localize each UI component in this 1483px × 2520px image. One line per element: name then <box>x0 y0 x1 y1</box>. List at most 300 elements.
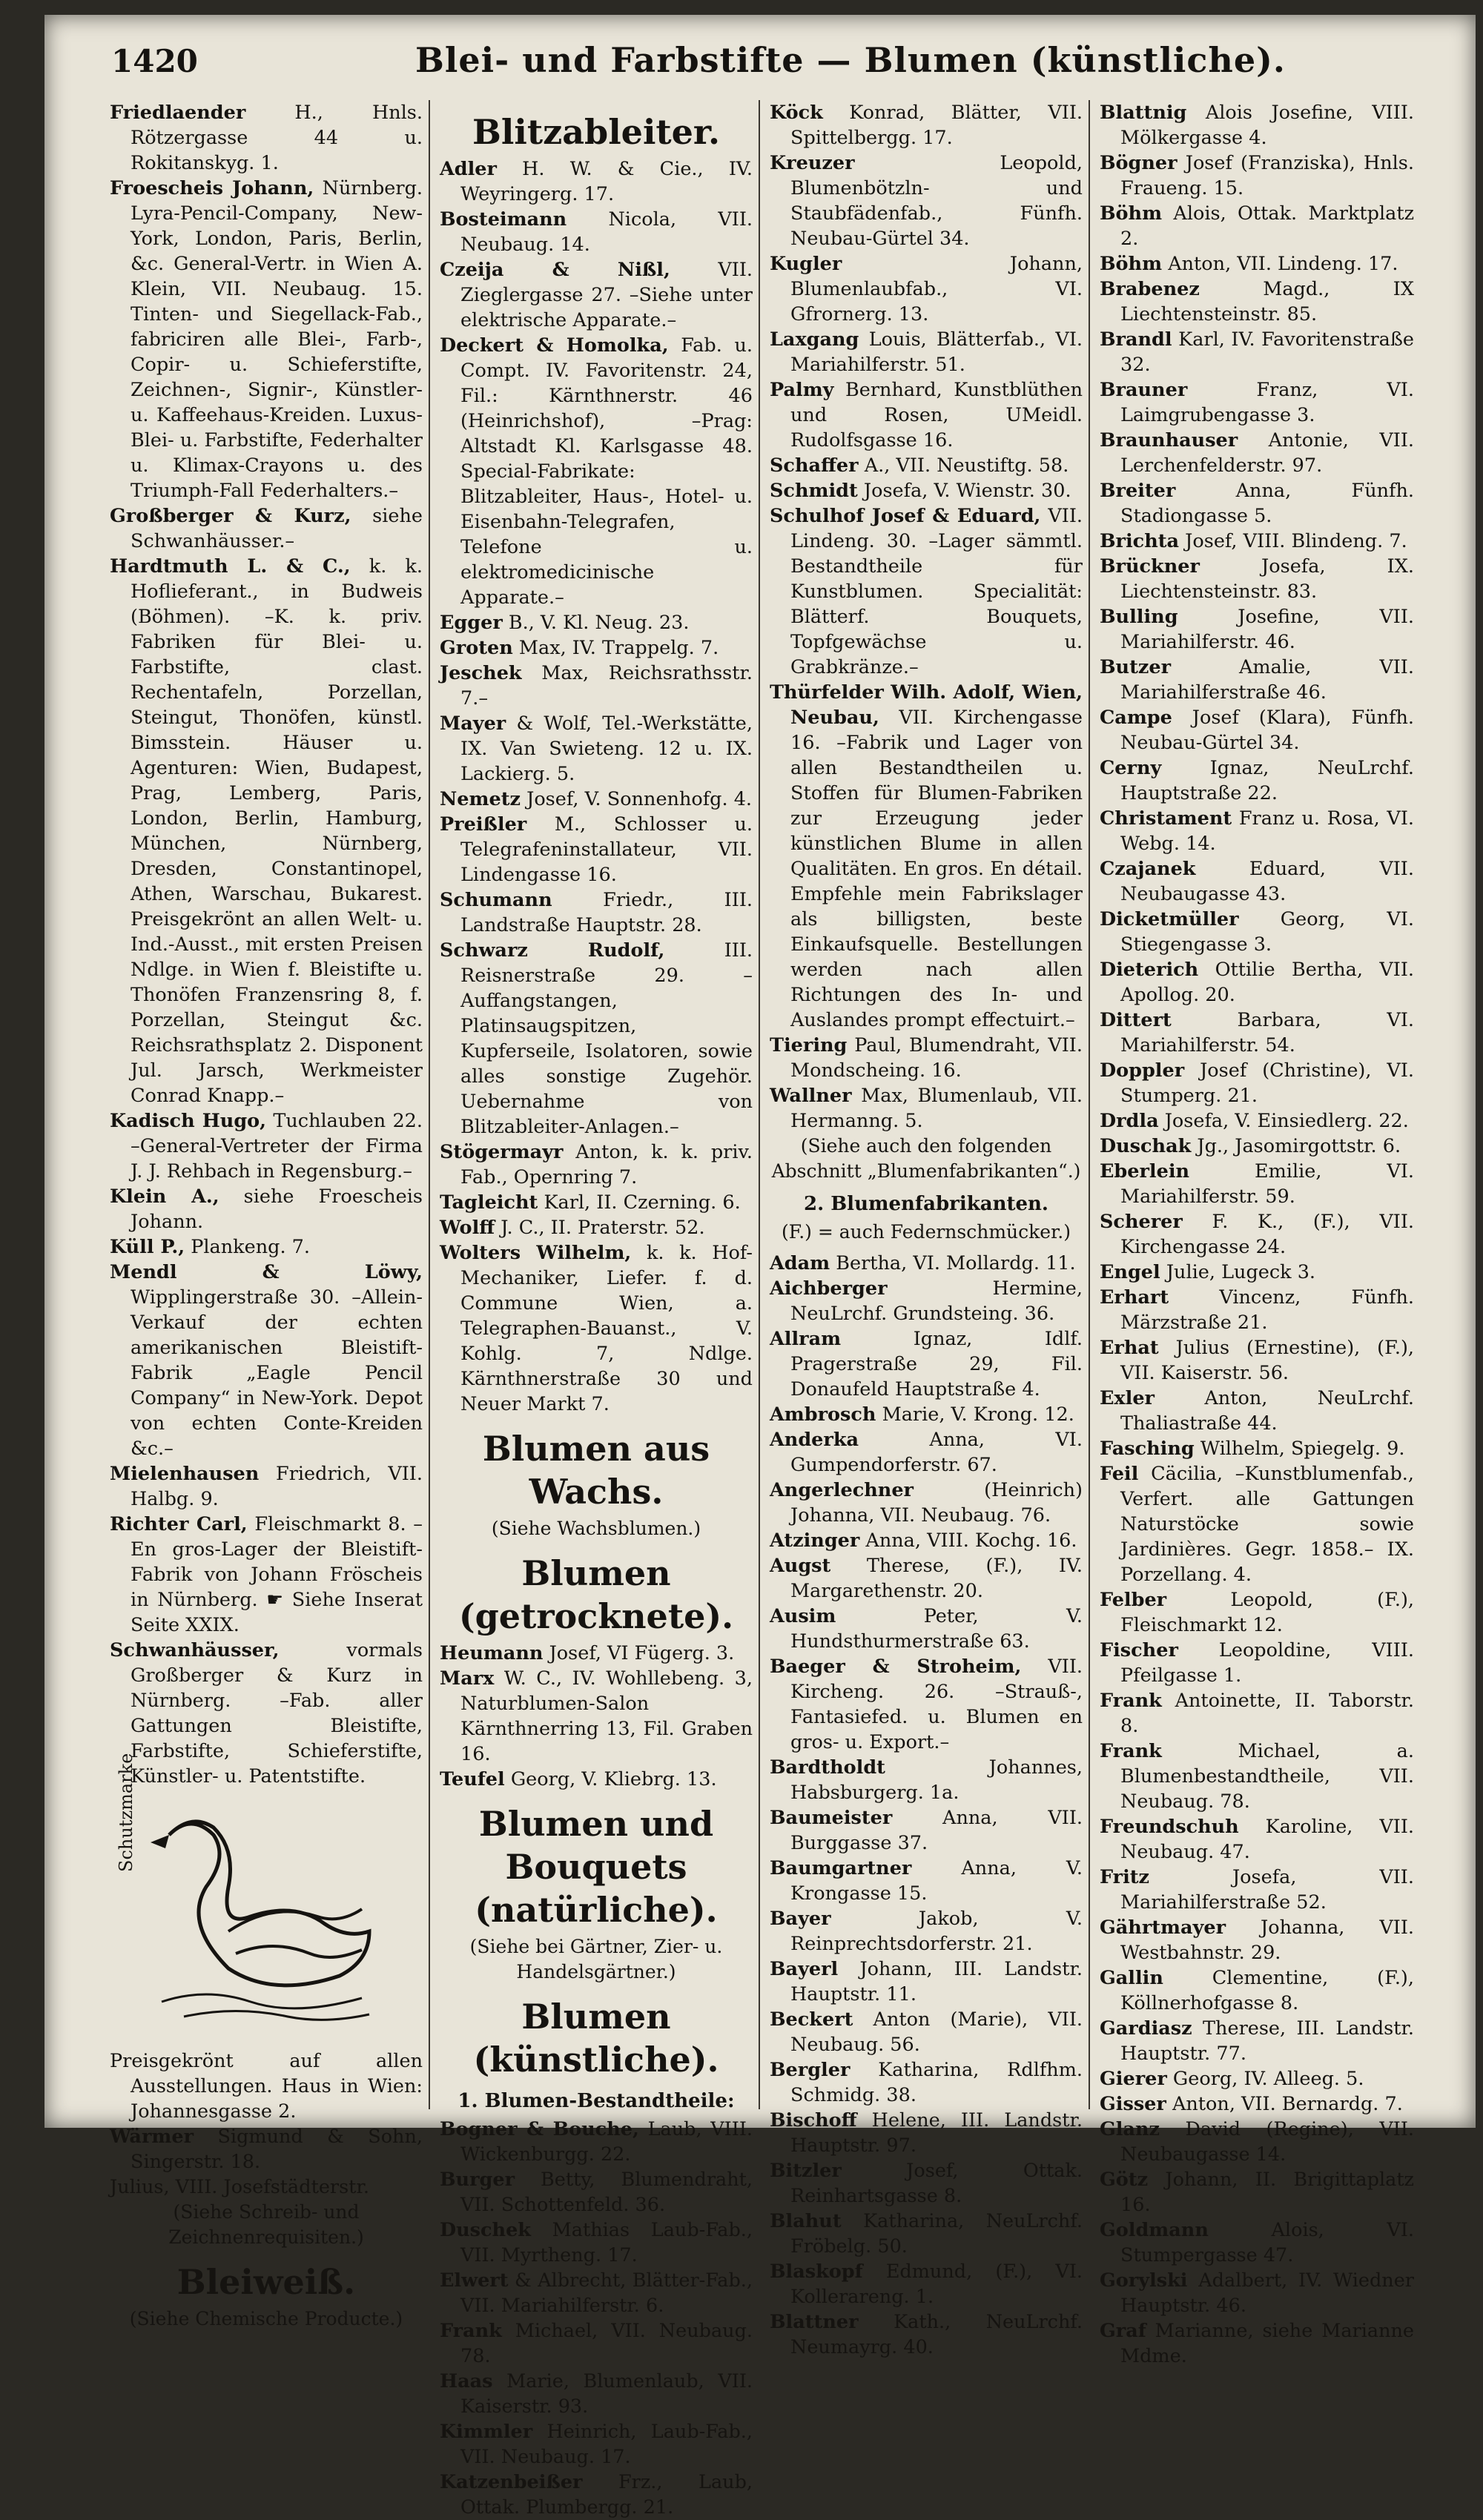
directory-entry <box>770 2158 1083 2209</box>
entry-text: Kath., NeuLrchf. Neumayrg. 40. <box>790 2311 1083 2358</box>
entry-text: Plankeng. 7. <box>191 1236 310 1258</box>
directory-entry <box>110 1260 423 1461</box>
directory-entry <box>1100 1134 1414 1159</box>
entry-name: Nemetz <box>440 788 521 810</box>
cross-reference-note: (Siehe Wachsblumen.) <box>491 1518 701 1539</box>
entry-name: Feil <box>1100 1463 1139 1485</box>
directory-entry <box>1100 1865 1414 1915</box>
entry-text: Fab. u. Compt. IV. Favoritenstr. 24, Fil.: Kärnthnerstr. 46 (Heinrichshof), –Prag: Altstadt Kl. Karlsgasse 48. Special-Fabrikate: Blitzableiter, Haus-, Hotel- u. Eisenbahn-Telegrafen, Telefone u. elektromedicinische Apparate.– <box>460 334 753 609</box>
entry-text: Frz., Laub, Ottak. Plumbergg. 21. <box>460 2471 753 2519</box>
entry-name: Preißler <box>440 813 527 836</box>
entry-name: Köck <box>770 102 823 124</box>
entry-name: Drdla <box>1100 1110 1159 1132</box>
entry-text: & Wolf, Tel.-Werkstätte, IX. Van Swieteng. 12 u. IX. Lackierg. 5. <box>460 712 753 785</box>
entry-text: siehe Froescheis Johann. <box>131 1185 423 1233</box>
entry-text: Johannes, Habsburgerg. 1a. <box>790 1756 1083 1804</box>
entry-name: Bergler <box>770 2059 851 2081</box>
entry-text: Sigmund & Sohn, Singerstr. 18. <box>131 2126 423 2173</box>
entry-text: Ignaz, Idlf. Pragerstraße 29, Fil. Donaufeld Hauptstraße 4. <box>790 1328 1083 1400</box>
entry-name: Thürfelder Wilh. Adolf, Wien, Neubau, <box>770 681 1083 729</box>
directory-entry <box>1100 2091 1414 2117</box>
directory-entry <box>440 787 753 812</box>
entry-name: Küll P., <box>110 1236 185 1258</box>
directory-entry <box>770 1402 1083 1427</box>
directory-entry <box>1100 277 1414 327</box>
entry-name: Glanz <box>1100 2118 1160 2140</box>
directory-entry <box>110 1108 423 1184</box>
entry-name: Bosteimann <box>440 208 567 231</box>
directory-entry <box>1100 251 1414 277</box>
directory-entry <box>110 100 423 176</box>
entry-name: Tagleicht <box>440 1191 538 1214</box>
entry-text: Johanna, VII. Westbahnstr. 29. <box>1120 1917 1414 1964</box>
directory-entry <box>440 156 753 207</box>
directory-entry <box>1100 327 1414 377</box>
entry-name: Brauner <box>1100 379 1188 401</box>
directory-entry <box>440 2117 753 2167</box>
entry-text: Amalie, VII. Mariahilferstraße 46. <box>1120 656 1414 704</box>
directory-entry <box>1100 856 1414 907</box>
entry-name: Goldmann <box>1100 2219 1209 2241</box>
entry-name: Exler <box>1100 1387 1155 1409</box>
cross-reference-note: (Siehe bei Gärtner, Zier- u. Handelsgärtner.) <box>469 1936 723 1982</box>
directory-entry <box>1100 1108 1414 1134</box>
entry-text: A., VII. Neustiftg. 58. <box>864 454 1069 477</box>
entry-text: Nicola, VII. Neubaug. 14. <box>460 208 753 256</box>
directory-entry <box>440 2167 753 2218</box>
directory-entry <box>1100 1587 1414 1638</box>
directory-entry <box>1100 1008 1414 1058</box>
entry-text: Johann, II. Brigittaplatz 16. <box>1120 2169 1414 2216</box>
entry-text: Katharina, Rdlfhm. Schmidg. 38. <box>790 2059 1083 2106</box>
entry-text: Laub, VIII. Wickenburgg. 22. <box>460 2118 753 2166</box>
entry-name: Kugler <box>770 253 842 275</box>
entry-text: Ottilie Bertha, VII. Apollog. 20. <box>1120 959 1414 1006</box>
directory-entry <box>1100 2218 1414 2268</box>
entry-name: Erhart <box>1100 1286 1169 1309</box>
entry-text: Josef, VI Fügerg. 3. <box>549 1642 735 1664</box>
entry-name: Ambrosch <box>770 1403 876 1426</box>
entry-name: Schwanhäusser, <box>110 1639 280 1661</box>
directory-entry <box>440 812 753 887</box>
entry-name: Kimmler <box>440 2421 533 2443</box>
directory-entry <box>110 1461 423 1512</box>
entry-text: Anton (Marie), VII. Neubaug. 56. <box>790 2008 1083 2056</box>
directory-entry <box>1100 2016 1414 2066</box>
entry-text: B., V. Kl. Neug. 23. <box>508 612 690 634</box>
entry-name: Teufel <box>440 1768 505 1790</box>
directory-entry <box>770 1957 1083 2007</box>
directory-entry <box>440 207 753 257</box>
entry-text: David (Regine), VII. Neubaugasse 14. <box>1120 2118 1414 2166</box>
directory-entry <box>770 680 1083 1033</box>
entry-text: M., Schlosser u. Telegrafeninstallateur, VII. Lindengasse 16. <box>460 813 753 886</box>
entry-name: Fritz <box>1100 1866 1150 1888</box>
entry-text: Anna, VIII. Kochg. 16. <box>865 1529 1077 1552</box>
directory-entry <box>770 2007 1083 2057</box>
section-heading: Blumen aus Wachs. <box>482 1429 710 1512</box>
directory-entry <box>1100 1386 1414 1436</box>
entry-text: III. Reisnerstraße 29. –Auffangstangen, Platinsaugspitzen, Kupferseile, Isolatoren, sowie alles sonstige Zugehör. Uebernahme von Blitzableiter-Anlagen.– <box>460 939 753 1138</box>
cross-reference-note: (Siehe Chemische Producte.) <box>129 2308 403 2329</box>
directory-entry <box>1100 957 1414 1008</box>
entry-text: Wilhelm, Spiegelg. 9. <box>1200 1438 1405 1460</box>
entry-name: Hardtmuth L. & C., <box>110 555 351 578</box>
entry-text: Helene, III. Landstr. Hauptstr. 97. <box>790 2109 1083 2157</box>
entry-name: Friedlaender <box>110 102 246 124</box>
directory-entry <box>770 1528 1083 1553</box>
entry-text: Josefa, V. Wienstr. 30. <box>863 480 1071 502</box>
entry-text: Marianne, siehe Marianne Mdme. <box>1120 2320 1415 2367</box>
entry-name: Elwert <box>440 2269 509 2292</box>
directory-entry <box>770 151 1083 251</box>
entry-name: Adam <box>770 1252 830 1274</box>
entry-name: Schulhof Josef & Eduard, <box>770 505 1041 527</box>
entry-name: Felber <box>1100 1589 1167 1611</box>
directory-entry <box>1100 2268 1414 2318</box>
directory-entry <box>770 503 1083 680</box>
entry-name: Böhm <box>1100 202 1163 225</box>
entry-text: Georg, IV. Alleeg. 5. <box>1172 2068 1364 2090</box>
entry-name: Gardiasz <box>1100 2017 1192 2040</box>
entry-text: Leopold, (F.), Fleischmarkt 12. <box>1120 1589 1415 1636</box>
entry-name: Katzenbeißer <box>440 2471 583 2493</box>
directory-entry <box>110 1184 423 1234</box>
directory-entry <box>1100 1058 1414 1108</box>
column-4 <box>1094 100 1420 2367</box>
entry-text: Edmund, (F.), VI. Kollerareng. 1. <box>790 2261 1083 2308</box>
entry-name: Fischer <box>1100 1639 1178 1661</box>
entry-text: Georg, VI. Stiegengasse 3. <box>1120 908 1414 956</box>
directory-entry <box>440 1767 753 1792</box>
entry-name: Gisser <box>1100 2093 1166 2115</box>
directory-entry <box>110 176 423 503</box>
directory-entry <box>440 1190 753 1215</box>
entry-name: Brückner <box>1100 555 1200 578</box>
entry-name: Frank <box>1100 1740 1162 1762</box>
entry-name: Aichberger <box>770 1277 888 1300</box>
entry-text: Vincenz, Fünfh. Märzstraße 21. <box>1120 1286 1415 1334</box>
directory-entry <box>770 2108 1083 2158</box>
entry-name: Heumann <box>440 1642 544 1664</box>
directory-entry <box>1100 2167 1414 2218</box>
entry-name: Gallin <box>1100 1967 1163 1989</box>
entry-text: Alois, VI. Stumpergasse 47. <box>1120 2219 1414 2266</box>
entry-text: Antonie, VII. Lerchenfelderstr. 97. <box>1120 429 1414 477</box>
directory-entry <box>1100 151 1414 201</box>
entry-name: Schmidt <box>770 480 858 502</box>
directory-entry <box>440 2268 753 2318</box>
entry-text: Anton, VII. Lindeng. 17. <box>1168 253 1398 275</box>
entry-text: Karl, IV. Favoritenstraße 32. <box>1120 328 1415 376</box>
entry-name: Laxgang <box>770 328 859 351</box>
entry-text: VII. Lindeng. 30. –Lager sämmtl. Bestandtheile für Kunstblumen. Specialität: Blätterf. Bouquets, Topfgewächse u. Grabkränze.– <box>790 505 1083 678</box>
entry-text: Mathias Laub-Fab., VII. Myrtheng. 17. <box>460 2219 753 2266</box>
entry-text: Josefa, V. Einsiedlerg. 22. <box>1164 1110 1409 1132</box>
directory-entry <box>440 711 753 787</box>
entry-name: Deckert & Homolka, <box>440 334 669 357</box>
entry-text: Wipplingerstraße 30. –Allein-Verkauf der echten amerikanischen Bleistift-Fabrik „Eagle Pencil Company“ in New-York. Depot von echten Conte-Kreiden &c.– <box>131 1286 423 1460</box>
directory-entry <box>770 1805 1083 1856</box>
entry-text: Anton, NeuLrchf. Thaliastraße 44. <box>1120 1387 1414 1435</box>
entry-text: Hermine, NeuLrchf. Grundsteing. 36. <box>790 1277 1083 1325</box>
entry-text: Marie, Blumenlaub, VII. Kaiserstr. 93. <box>460 2370 753 2418</box>
entry-name: Marx <box>440 1667 495 1690</box>
entry-name: Brichta <box>1100 530 1180 552</box>
entry-text: Josef (Christine), VI. Stumperg. 21. <box>1120 1059 1415 1107</box>
entry-text: Bernhard, Kunstblüthen und Rosen, UMeidl. Rudolfsgasse 16. <box>790 379 1083 452</box>
directory-entry <box>1100 1209 1414 1260</box>
entry-name: Baeger & Stroheim, <box>770 1656 1022 1678</box>
entry-text: Barbara, VI. Mariahilferstr. 54. <box>1120 1009 1415 1056</box>
directory-entry <box>110 2124 423 2175</box>
entry-text: vormals Großberger & Kurz in Nürnberg. –Fab. aller Gattungen Bleistifte, Farbstifte, Schieferstifte, Künstler- u. Patentstifte. <box>131 1639 423 1788</box>
entry-text: & Albrecht, Blätter-Fab., VII. Mariahilferstr. 6. <box>460 2269 753 2317</box>
directory-entry <box>440 2419 753 2470</box>
entry-text: Preisgekrönt auf allen Ausstellungen. Haus in Wien: Johannesgasse 2. <box>110 2050 423 2123</box>
subsection-heading: 2. Blumenfabrikanten. <box>804 1193 1048 1215</box>
entry-name: Frank <box>440 2320 502 2342</box>
entry-text: Karl, II. Czerning. 6. <box>544 1191 741 1214</box>
entry-name: Brabenez <box>1100 278 1200 300</box>
entry-text: Katharina, NeuLrchf. Fröbelg. 50. <box>790 2210 1083 2258</box>
directory-entry <box>770 478 1083 503</box>
entry-text: Michael, VII. Neubaug. 78. <box>460 2320 753 2367</box>
directory-entry <box>440 938 753 1140</box>
directory-entry <box>440 887 753 938</box>
entry-name: Erhat <box>1100 1337 1159 1359</box>
swan-icon <box>139 1805 392 2028</box>
entry-text: Karoline, VII. Neubaug. 47. <box>1120 1816 1414 1863</box>
directory-entry <box>110 1512 423 1638</box>
entry-name: Fasching <box>1100 1438 1195 1460</box>
entry-name: Böhm <box>1100 253 1163 275</box>
columns <box>104 100 1424 2519</box>
directory-entry <box>440 2369 753 2419</box>
directory-entry <box>440 2318 753 2369</box>
directory-entry <box>1100 1159 1414 1209</box>
directory-entry <box>770 2309 1083 2360</box>
entry-name: Wallner <box>770 1085 852 1107</box>
entry-text: Leopold, Blumenbötzln- und Staubfädenfab., Fünfh. Neubau-Gürtel 34. <box>790 152 1083 250</box>
entry-text: Therese, (F.), IV. Margarethenstr. 20. <box>790 1555 1083 1602</box>
directory-entry <box>440 333 753 610</box>
directory-entry <box>770 1553 1083 1604</box>
column-1 <box>104 100 430 2329</box>
entry-text: Ignaz, NeuLrchf. Hauptstraße 22. <box>1120 757 1414 804</box>
entry-text: Anna, V. Krongasse 15. <box>790 1857 1083 1905</box>
directory-entry <box>440 1240 753 1417</box>
directory-entry <box>1100 529 1414 554</box>
directory-entry <box>1100 1436 1414 1461</box>
directory-entry <box>440 2218 753 2268</box>
entry-text: k. k. Hoflieferant., in Budweis (Böhmen). –K. k. priv. Fabriken für Blei- u. Farbstifte, clast. Rechentafeln, Porzellan, Steingut, Thonöfen, künstl. Bimsstein. Häuser u. Agenturen: Wien, Budapest, Prag, Lemberg, Paris, London, Berlin, Hamburg, München, Nürnberg, Dresden, Constantinopel, Athen, Warschau, Bukarest. Preisgekrönt an allen Welt- u. Ind.-Ausst., mit ersten Preisen Ndlge. in Wien f. Bleistifte u. Thonöfen Franzensring 8, f. Porzellan, Steingut &c. Reichsrathsplatz 2. Disponent Jul. Jarsch, Werkmeister Conrad Knapp.– <box>131 555 423 1107</box>
entry-name: Bayerl <box>770 1958 839 1980</box>
entry-text: Max, Reichsrathsstr. 7.– <box>460 662 753 710</box>
section-heading: Blumen (getrocknete). <box>458 1553 734 1636</box>
directory-entry <box>1100 2318 1414 2369</box>
directory-entry <box>770 453 1083 478</box>
directory-entry <box>1100 2066 1414 2091</box>
entry-text: Anna, VI. Gumpendorferstr. 67. <box>790 1429 1083 1476</box>
directory-entry <box>770 2259 1083 2309</box>
entry-name: Christament <box>1100 807 1232 830</box>
entry-text: Franz u. Rosa, VI. Webg. 14. <box>1120 807 1414 855</box>
entry-name: Wärmer <box>110 2126 194 2148</box>
entry-name: Atzinger <box>770 1529 860 1552</box>
directory-entry <box>1100 1915 1414 1965</box>
entry-name: Blattnig <box>1100 102 1187 124</box>
entry-text: Johann, Blumenlaubfab., VI. Gfrornerg. 13. <box>790 253 1083 325</box>
entry-name: Duschek <box>440 2219 531 2241</box>
directory-entry <box>1100 1461 1414 1587</box>
entry-text: Antoinette, II. Taborstr. 8. <box>1120 1690 1414 1737</box>
entry-text: Marie, V. Krong. 12. <box>882 1403 1074 1426</box>
entry-name: Schwarz Rudolf, <box>440 939 665 962</box>
directory-entry <box>1100 604 1414 655</box>
entry-text: Julius, VIII. Josefstädterstr. <box>110 2176 369 2198</box>
entry-text: Josefine, VII. Mariahilferstr. 46. <box>1120 606 1415 653</box>
directory-entry <box>1100 428 1414 478</box>
entry-name: Blaskopf <box>770 2261 863 2283</box>
entry-text: Anna, Fünfh. Stadiongasse 5. <box>1120 480 1415 527</box>
entry-text: Josef (Klara), Fünfh. Neubau-Gürtel 34. <box>1120 707 1415 754</box>
directory-entry <box>1100 806 1414 856</box>
entry-name: Ausim <box>770 1605 836 1627</box>
directory-entry <box>440 257 753 333</box>
entry-text: Tuchlauben 22. –General-Vertreter der Firma J. J. Rehbach in Regensburg.– <box>131 1110 423 1183</box>
directory-entry <box>1100 1285 1414 1335</box>
directory-entry <box>440 1140 753 1190</box>
column-3 <box>764 100 1090 2358</box>
entry-text: Emilie, VI. Mariahilferstr. 59. <box>1120 1160 1414 1208</box>
entry-name: Adler <box>440 158 497 180</box>
entry-text: Nürnberg. Lyra-Pencil-Company, New-York, London, Paris, Berlin, &c. General-Vertr. in Wien A. Klein, VII. Neubaug. 15. Tinten- und Siegellack-Fab., fabriciren alle Blei-, Farb-, Copir- u. Schieferstifte, Zeichnen-, Signir-, Künstler- u. Kaffeehaus-Kreiden. Luxus-Blei- u. Farbstifte, Federhalter u. Klimax-Crayons u. des Triumph-Fall Federhalters.– <box>131 177 423 502</box>
entry-name: Kadisch Hugo, <box>110 1110 267 1132</box>
entry-text: Friedr., III. Landstraße Hauptstr. 28. <box>460 889 753 936</box>
column-2 <box>434 100 760 2519</box>
cross-reference-note: (Siehe auch den folgenden Abschnitt „Blumenfabrikanten“.) <box>771 1135 1081 1182</box>
entry-name: Palmy <box>770 379 834 401</box>
entry-name: Bardtholdt <box>770 1756 885 1779</box>
directory-entry <box>770 1856 1083 1906</box>
entry-text: Alois, Ottak. Marktplatz 2. <box>1120 202 1415 250</box>
entry-name: Stögermayr <box>440 1141 564 1163</box>
directory-entry <box>1100 1814 1414 1865</box>
entry-name: Scherer <box>1100 1211 1183 1233</box>
directory-entry <box>1100 554 1414 604</box>
cross-reference-note: (F.) = auch Federnschmücker.) <box>781 1221 1071 1243</box>
section-heading: Blitzableiter. <box>472 112 720 152</box>
entry-text: Fleischmarkt 8. –En gros-Lager der Bleistift-Fabrik von Johann Fröscheis in Nürnberg. ☛ Siehe Inserat Seite XXIX. <box>131 1513 423 1636</box>
section-heading: Bleiweiß. <box>176 2262 356 2302</box>
entry-name: Bogner & Bouche, <box>440 2118 639 2140</box>
entry-text: H. W. & Cie., IV. Weyringerg. 17. <box>460 158 753 205</box>
directory-entry <box>770 100 1083 151</box>
directory-entry <box>1100 1260 1414 1285</box>
entry-name: Dieterich <box>1100 959 1199 981</box>
entry-name: Mielenhausen <box>110 1463 260 1485</box>
entry-text: Josefa, VII. Mariahilferstraße 52. <box>1120 1866 1414 1914</box>
entry-text: J. C., II. Praterstr. 52. <box>501 1217 705 1239</box>
entry-name: Beckert <box>770 2008 853 2031</box>
entry-text: Betty, Blumendraht, VII. Schottenfeld. 36. <box>460 2169 753 2216</box>
entry-text: Georg, V. Kliebrg. 13. <box>510 1768 717 1790</box>
entry-name: Czajanek <box>1100 858 1196 880</box>
directory-entry <box>440 1215 753 1240</box>
entry-text: Adalbert, IV. Wiedner Hauptstr. 46. <box>1120 2269 1414 2317</box>
entry-name: Dicketmüller <box>1100 908 1239 930</box>
entry-text: Michael, a. Blumenbestandtheile, VII. Neubaug. 78. <box>1120 1740 1414 1813</box>
entry-name: Dittert <box>1100 1009 1172 1031</box>
directory-entry <box>770 1478 1083 1528</box>
entry-text: Anna, VII. Burggasse 37. <box>790 1807 1083 1854</box>
entry-text: (Heinrich) Johanna, VII. Neubaug. 76. <box>790 1479 1083 1527</box>
directory-entry <box>1100 1739 1414 1814</box>
entry-text: Max, Blumenlaub, VII. Hermanng. 5. <box>790 1085 1083 1132</box>
entry-text: Bertha, VI. Mollardg. 11. <box>836 1252 1076 1274</box>
directory-entry <box>1100 705 1414 755</box>
entry-text: VII. Kirchengasse 16. –Fabrik und Lager von allen Bestandtheilen u. Stoffen für Blumen-Fabriken zur Erzeugung jeder künstlichen Blume in allen Qualitäten. En gros. En détail. Empfehle mein Fabrikslager als billigsten, beste Einkaufsquelle. Bestellungen werden nach allen Richtungen des In- und Auslandes prompt effectuirt.– <box>790 707 1083 1031</box>
directory-entry <box>440 2470 753 2520</box>
directory-entry <box>1100 201 1414 251</box>
directory-entry <box>440 1641 753 1666</box>
entry-text: Eduard, VII. Neubaugasse 43. <box>1120 858 1414 905</box>
section-heading: Blumen (künstliche). <box>473 1997 719 2080</box>
directory-entry <box>440 661 753 711</box>
directory-entry <box>110 503 423 554</box>
directory-entry <box>770 251 1083 327</box>
entry-text: Peter, V. Hundsthurmerstraße 63. <box>790 1605 1083 1653</box>
directory-entry <box>440 610 753 635</box>
directory-entry <box>1100 100 1414 151</box>
directory-entry <box>770 1326 1083 1402</box>
entry-name: Großberger & Kurz, <box>110 505 351 527</box>
entry-text: Josef, V. Sonnenhofg. 4. <box>526 788 753 810</box>
directory-entry <box>1100 655 1414 705</box>
entry-name: Wolters Wilhelm, <box>440 1242 632 1264</box>
entry-text: Jakob, V. Reinprechtsdorferstr. 21. <box>790 1908 1083 1955</box>
directory-entry <box>1100 1638 1414 1688</box>
entry-name: Duschak <box>1100 1135 1192 1157</box>
directory-entry <box>440 1666 753 1767</box>
entry-name: Gorylski <box>1100 2269 1188 2292</box>
entry-name: Götz <box>1100 2169 1149 2191</box>
directory-entry <box>1100 907 1414 957</box>
entry-name: Bitzler <box>770 2160 842 2182</box>
entry-name: Mendl & Löwy, <box>110 1261 423 1283</box>
entry-name: Klein A., <box>110 1185 219 1208</box>
directory-page <box>44 15 1476 2519</box>
directory-entry <box>770 1654 1083 1755</box>
entry-name: Froescheis Johann, <box>110 177 314 199</box>
entry-text: Anton, k. k. priv. Fab., Opernring 7. <box>460 1141 753 1188</box>
entry-name: Blahut <box>770 2210 842 2232</box>
entry-name: Doppler <box>1100 1059 1185 1082</box>
directory-entry <box>770 2057 1083 2108</box>
entry-name: Gährtmayer <box>1100 1917 1226 1939</box>
entry-name: Angerlechner <box>770 1479 914 1501</box>
entry-text: Konrad, Blätter, VII. Spittelbergg. 17. <box>790 102 1083 149</box>
entry-text: VII. Kircheng. 26. –Strauß-, Fantasiefed. u. Blumen en gros- u. Export.– <box>790 1656 1083 1753</box>
directory-entry <box>110 2048 423 2124</box>
entry-name: Butzer <box>1100 656 1172 678</box>
entry-text: Johann, III. Landstr. Hauptstr. 11. <box>790 1958 1083 2005</box>
entry-name: Cerny <box>1100 757 1162 779</box>
entry-name: Baumeister <box>770 1807 893 1829</box>
entry-text: H., Hnls. Rötzergasse 44 u. Rokitanskyg. 1. <box>131 102 423 174</box>
entry-name: Freundschuh <box>1100 1816 1239 1838</box>
